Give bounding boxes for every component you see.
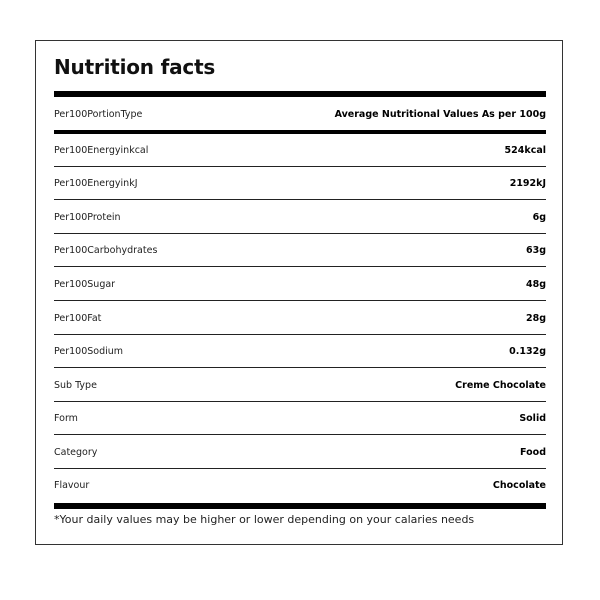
row-label: Per100Protein <box>54 211 121 223</box>
row-label: Per100EnergyinkJ <box>54 177 138 189</box>
table-row <box>54 268 546 301</box>
nutrition-facts-panel <box>35 40 563 545</box>
footnote: *Your daily values may be higher or lower depending on your calaries needs <box>54 513 475 526</box>
row-value: Solid <box>519 412 546 424</box>
top-divider <box>54 91 546 97</box>
table-row <box>54 369 546 402</box>
portion-type-row <box>54 98 546 131</box>
bottom-divider <box>54 503 546 509</box>
table-row <box>54 302 546 335</box>
row-label: Per100Carbohydrates <box>54 244 158 256</box>
row-value: 48g <box>525 278 546 290</box>
table-row <box>54 469 546 502</box>
row-label: Form <box>54 412 78 424</box>
row-value: Chocolate <box>492 480 546 491</box>
table-row <box>54 134 546 167</box>
row-value: 6g <box>532 211 546 223</box>
portion-type-label: Per100PortionType <box>54 109 143 120</box>
table-row <box>54 234 546 267</box>
table-row <box>54 402 546 435</box>
row-value: 28g <box>525 312 546 324</box>
row-label: Flavour <box>54 480 90 491</box>
row-label: Category <box>54 446 98 458</box>
table-row <box>54 167 546 200</box>
table-row <box>54 201 546 234</box>
row-value: 0.132g <box>509 345 546 357</box>
row-value: 2192kJ <box>509 177 546 189</box>
row-label: Per100Sodium <box>54 345 124 357</box>
row-value: Creme Chocolate <box>455 379 546 391</box>
row-value: Food <box>520 446 546 458</box>
row-label: Per100Sugar <box>54 278 116 290</box>
row-label: Per100Energyinkcal <box>54 144 149 156</box>
table-row <box>54 335 546 368</box>
row-value: 524kcal <box>504 144 546 156</box>
panel-title: Nutrition facts <box>54 55 216 79</box>
row-label: Per100Fat <box>54 312 102 324</box>
portion-type-value: Average Nutritional Values As per 100g <box>334 109 546 120</box>
row-label: Sub Type <box>54 379 97 391</box>
row-value: 63g <box>525 244 546 256</box>
table-row <box>54 436 546 469</box>
